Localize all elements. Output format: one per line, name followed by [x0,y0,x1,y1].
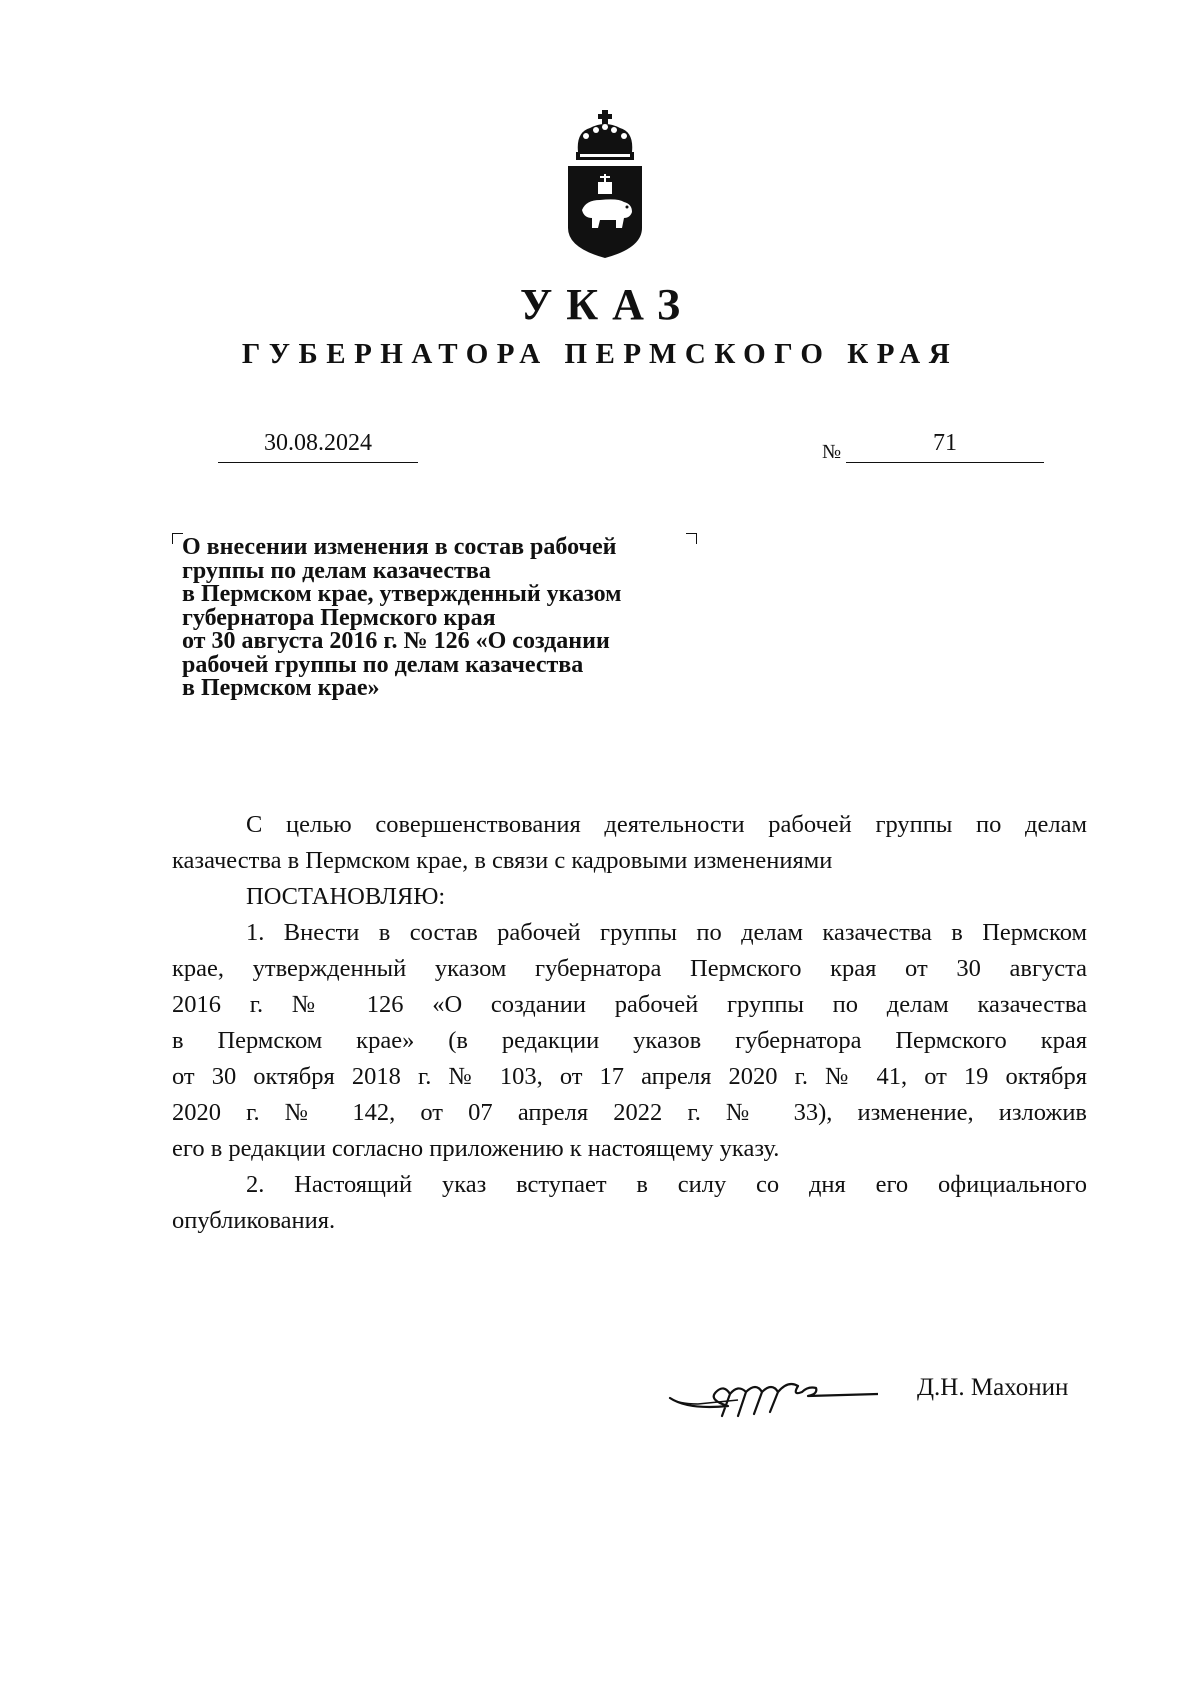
signer-name: Д.Н. Махонин [917,1374,1069,1401]
subject-line: рабочей группы по делам казачества [182,651,584,678]
item-1-line: в Пермском крае» (в редакции указов губернатора Пермского края [172,1027,1087,1054]
preamble-line: С целью совершенствования деятельности рабочей группы по делам [246,811,1087,838]
decree-subject [182,536,722,701]
decree-word: ПОСТАНОВЛЯЮ: [246,883,446,910]
document-title: УКАЗ [519,280,695,329]
subject-line: губернатора Пермского края [182,604,496,631]
preamble-paragraph [172,807,1087,879]
subject-line: в Пермском крае, утвержденный указом [182,581,622,607]
subject-line: от 30 августа 2016 г. № 126 «О создании [182,628,610,654]
item-1-line: крае, утвержденный указом губернатора Пермского края от 30 августа [172,955,1087,982]
item-1-paragraph [172,915,1087,1167]
subject-line: группы по делам казачества [182,557,491,584]
item-1-line: 2020 г. № 142, от 07 апреля 2022 г. № 33), изменение, изложив [172,1099,1087,1126]
item-1-line: 1. Внести в состав рабочей группы по делам казачества в Пермском [246,919,1087,946]
document-subtitle: ГУБЕРНАТОРА ПЕРМСКОГО КРАЯ [241,338,959,370]
item-1-line: 2016 г. № 126 «О создании рабочей группы по делам казачества [172,991,1087,1018]
preamble-line: казачества в Пермском крае, в связи с кадровыми изменениями [172,847,833,874]
item-2-line: опубликования. [172,1207,336,1234]
coat-of-arms-icon [560,110,650,260]
item-1-line: от 30 октября 2018 г. № 103, от 17 апреля 2020 г. № 41, от 19 октября [172,1063,1087,1090]
decree-number: 71 [846,425,1044,463]
subject-line: О внесении изменения в состав рабочей [182,534,617,560]
subject-line: в Пермском крае» [182,675,380,701]
decree-date: 30.08.2024 [218,425,418,463]
item-2-paragraph [172,1167,1087,1239]
item-1-line: его в редакции согласно приложению к настоящему указу. [172,1135,780,1162]
item-2-line: 2. Настоящий указ вступает в силу со дня его официального [246,1171,1087,1198]
decree-body [172,807,1087,1239]
number-label: № [822,441,842,463]
handwritten-signature-icon [668,1370,878,1430]
